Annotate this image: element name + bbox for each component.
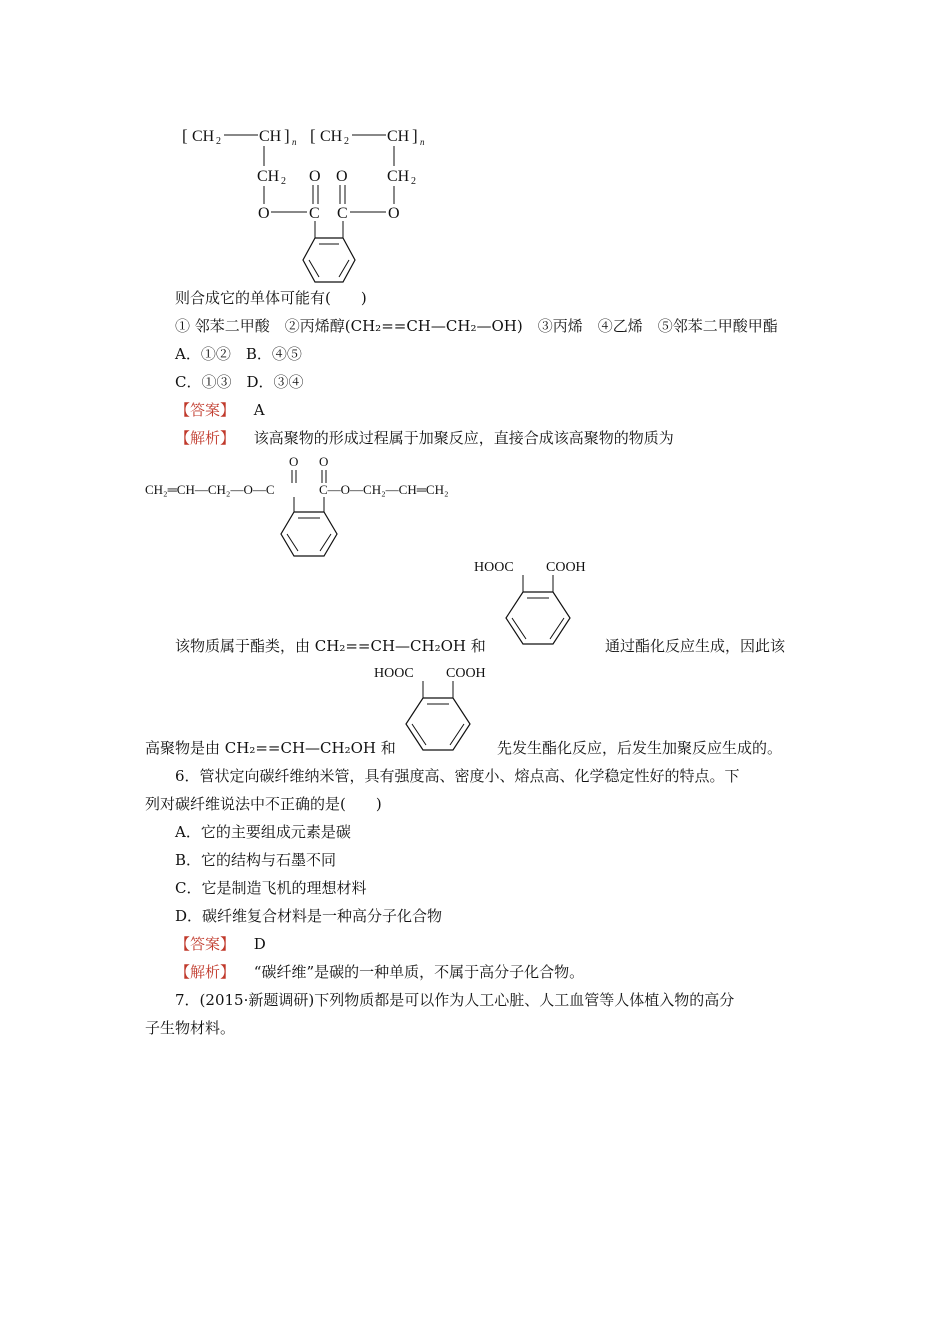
carbonyl-o-2: O [319,454,329,469]
hooc-group: HOOC [474,560,514,575]
q5-option-cd: C．①③ D．③④ [175,373,304,391]
ester-right-chain: C—O—CH₂—CH═CH₂ [319,482,449,497]
answer-tag: 【答案】 [175,935,236,953]
answer-value: A [253,401,265,419]
bracket-left-1: [ [182,126,188,145]
ester-o-2: O [388,205,400,222]
backbone-ch-1: CH [259,128,282,145]
backbone-ch2-1: CH [192,128,215,145]
repeat-n-2: n [420,137,425,147]
polymer-structure [180,118,460,288]
ester-left-chain: CH₂═CH—CH₂—O—C [145,482,275,497]
subscript-2: 2 [216,136,221,147]
q5-options-line: ① 邻苯二甲酸 ②丙烯醇(CH₂==CH—CH₂—OH) ③丙烯 ④乙烯 ⑤邻苯二甲酸甲酯 [175,317,778,335]
benzene-ring-icon [506,592,570,644]
q7-stem-2: 子生物材料。 [145,1019,236,1037]
carbonyl-c-2: C [337,205,348,222]
q6-analysis-row [175,962,584,982]
subscript-2: 2 [281,176,286,187]
analysis-text-1: 该高聚物的形成过程属于加聚反应，直接合成该高聚物的物质为 [253,429,674,447]
carbonyl-c-1: C [309,205,320,222]
subscript-2: 2 [411,176,416,187]
analysis-tag: 【解析】 [175,963,236,981]
polymer-backbone [182,126,425,147]
benzene-ring-icon [303,238,355,282]
analysis-text: “碳纤维”是碳的一种单质，不属于高分子化合物。 [253,963,585,981]
benzene-ring-icon [281,512,337,556]
q5-analysis-row [175,428,674,448]
side-ch2-2: CH [387,168,410,185]
hooc-group: HOOC [374,666,414,681]
cooh-group: COOH [446,666,486,681]
repeat-n-1: n [292,137,297,147]
q6-option-b: B．它的结构与石墨不同 [175,851,337,869]
q5-analysis-2a: 该物质属于酯类，由 CH₂==CH—CH₂OH 和 [175,637,486,655]
q5-analysis-3b: 先发生酯化反应，后发生加聚反应生成的。 [497,739,783,757]
q7-stem-1: 7．(2015·新题调研)下列物质都是可以作为人工心脏、人工血管等人体植入物的高分 [175,991,735,1009]
q6-option-d: D．碳纤维复合材料是一种高分子化合物 [175,907,443,925]
phthalic-acid-structure-1 [470,556,610,651]
side-ch2-1: CH [257,168,280,185]
q6-option-c: C．它是制造飞机的理想材料 [175,879,367,897]
carbonyl-o-1: O [309,168,321,185]
q5-analysis-3a: 高聚物是由 CH₂==CH—CH₂OH 和 [145,739,396,757]
cooh-group: COOH [546,560,586,575]
answer-value: D [253,935,266,953]
backbone-ch-2: CH [387,128,410,145]
q5-stem: 则合成它的单体可能有( ) [175,289,367,307]
q6-stem-2: 列对碳纤维说法中不正确的是( ) [145,795,382,813]
q6-stem-1: 6．管状定向碳纤维纳米管，具有强度高、密度小、熔点高、化学稳定性好的特点。下 [175,767,740,785]
bracket-left-2: [ [310,126,316,145]
benzene-ring-icon [406,698,470,750]
bracket-right-2: ] [412,126,418,145]
q5-answer-row [175,400,265,420]
analysis-tag: 【解析】 [175,429,236,447]
diallyl-phthalate-structure [145,452,485,562]
bracket-right-1: ] [284,126,290,145]
ester-o-1: O [258,205,270,222]
q6-option-a: A．它的主要组成元素是碳 [175,823,351,841]
carbonyl-o-1: O [289,454,299,469]
subscript-2: 2 [344,136,349,147]
q5-option-ab: A．①② B．④⑤ [175,345,302,363]
answer-tag: 【答案】 [175,401,236,419]
q6-answer-row [175,934,266,954]
backbone-ch2-2: CH [320,128,343,145]
q5-analysis-2b: 通过酯化反应生成，因此该 [605,637,786,655]
carbonyl-o-2: O [336,168,348,185]
